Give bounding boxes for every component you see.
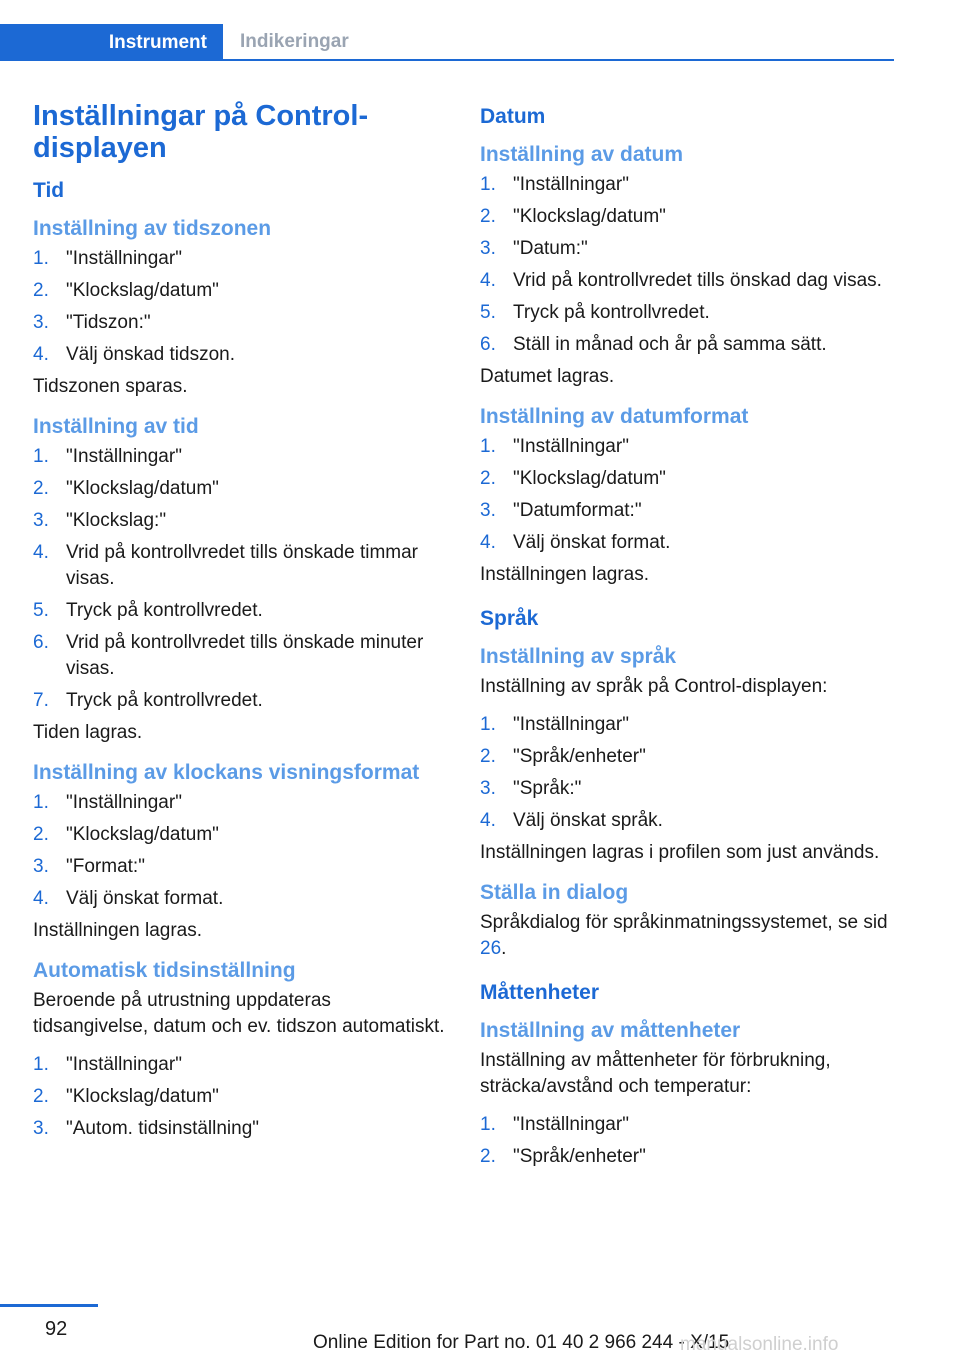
left-column	[33, 100, 448, 1148]
section-tid: Tid	[33, 179, 65, 202]
section-matt: Måttenheter	[480, 981, 600, 1004]
list-item: 4. Vrid på kontrollvredet tills önskad dag visas.	[480, 270, 882, 291]
list-item: 7. Tryck på kontrollvredet.	[33, 690, 263, 711]
text-dialog: Språkdialog för språkinmatningssystemet, se sid 26.	[480, 912, 888, 959]
list-matt	[480, 1112, 898, 1170]
heading-matt: Inställning av måttenheter	[480, 1019, 741, 1042]
list-item: 4. Välj önskat format.	[480, 532, 671, 553]
list-item: 1. "Inställningar"	[33, 446, 182, 467]
list-item: 4. Välj önskat format.	[33, 888, 224, 909]
result-datum: Datumet lagras.	[480, 366, 615, 387]
list-item: 5. Tryck på kontrollvredet.	[33, 600, 263, 621]
list-item: 3. "Tidszon:"	[33, 312, 151, 333]
list-item: 3. "Autom. tidsinställning"	[33, 1118, 260, 1139]
list-item: 5. Tryck på kontrollvredet.	[480, 302, 710, 323]
result-tid: Tiden lagras.	[33, 722, 143, 743]
page-number: 92	[45, 1318, 68, 1340]
list-datum	[480, 172, 898, 358]
result-datumformat: Inställningen lagras.	[480, 564, 649, 585]
list-visningsformat	[33, 790, 448, 912]
heading-datum: Inställning av datum	[480, 143, 684, 166]
result-sprak: Inställningen lagras i profilen som just används.	[480, 842, 880, 863]
section-datum: Datum	[480, 105, 546, 128]
list-item: 6. Ställ in månad och år på samma sätt.	[480, 334, 827, 355]
list-item: 2. "Klockslag/datum"	[480, 206, 666, 227]
page-title-text: Inställningar på Control- displayen	[33, 100, 369, 164]
list-item: 4. Vrid på kontrollvredet tills önskade timmar visas.	[33, 542, 418, 589]
footer-rule	[0, 1304, 98, 1307]
list-item: 2. "Klockslag/datum"	[33, 1086, 219, 1107]
page-link[interactable]: 26	[480, 938, 502, 959]
header-rule	[0, 59, 894, 61]
right-column	[480, 100, 898, 1176]
list-item: 1. "Inställningar"	[33, 1054, 182, 1075]
list-item: 3. "Format:"	[33, 856, 145, 877]
list-item: 2. "Klockslag/datum"	[33, 280, 219, 301]
tab-instrument[interactable]: Instrument	[0, 24, 223, 61]
list-item: 2. "Språk/enheter"	[480, 746, 646, 767]
list-item: 2. "Klockslag/datum"	[480, 468, 666, 489]
list-item: 1. "Inställningar"	[480, 714, 629, 735]
heading-automatisk: Automatisk tidsinställning	[33, 959, 296, 982]
heading-visningsformat: Inställning av klockans visningsformat	[33, 761, 420, 784]
list-item: 4. Välj önskad tidszon.	[33, 344, 235, 365]
intro-matt: Inställning av måttenheter för förbrukning, sträcka/avstånd och temperatur:	[480, 1050, 831, 1097]
list-item: 6. Vrid på kontrollvredet tills önskade minuter visas.	[33, 632, 424, 679]
list-item: 1. "Inställningar"	[480, 1114, 629, 1135]
heading-dialog: Ställa in dialog	[480, 881, 629, 904]
heading-tid: Inställning av tid	[33, 415, 199, 438]
list-item: 2. "Klockslag/datum"	[33, 824, 219, 845]
list-item: 1. "Inställningar"	[33, 248, 182, 269]
section-sprak: Språk	[480, 607, 539, 630]
heading-datumformat: Inställning av datumformat	[480, 405, 749, 428]
list-item: 1. "Inställningar"	[480, 174, 629, 195]
list-item: 2. "Språk/enheter"	[480, 1146, 646, 1167]
list-automatisk	[33, 1052, 448, 1142]
result-tidszon: Tidszonen sparas.	[33, 376, 188, 397]
heading-sprak: Inställning av språk	[480, 645, 677, 668]
list-item: 1. "Inställningar"	[480, 436, 629, 457]
list-item: 3. "Klockslag:"	[33, 510, 167, 531]
tab-indikeringar[interactable]: Indikeringar	[240, 30, 349, 52]
list-item: 2. "Klockslag/datum"	[33, 478, 219, 499]
edition-text: Online Edition for Part no. 01 40 2 966 244 - X/15	[313, 1332, 730, 1353]
heading-tidszon: Inställning av tidszonen	[33, 217, 272, 240]
list-tidszon	[33, 246, 448, 368]
result-visningsformat: Inställningen lagras.	[33, 920, 202, 941]
header-bar	[0, 24, 894, 62]
list-item: 4. Välj önskat språk.	[480, 810, 663, 831]
list-item: 3. "Språk:"	[480, 778, 582, 799]
list-item: 1. "Inställningar"	[33, 792, 182, 813]
list-datumformat	[480, 434, 898, 556]
intro-sprak: Inställning av språk på Control-displayen:	[480, 676, 828, 697]
intro-automatisk: Beroende på utrustning uppdateras tidsangivelse, datum och ev. tidszon automatiskt.	[33, 990, 445, 1037]
page-title	[33, 100, 448, 164]
watermark: manualsonline.info	[680, 1334, 839, 1355]
list-tid	[33, 444, 448, 714]
list-item: 3. "Datum:"	[480, 238, 588, 259]
list-sprak	[480, 712, 898, 834]
list-item: 3. "Datumformat:"	[480, 500, 642, 521]
